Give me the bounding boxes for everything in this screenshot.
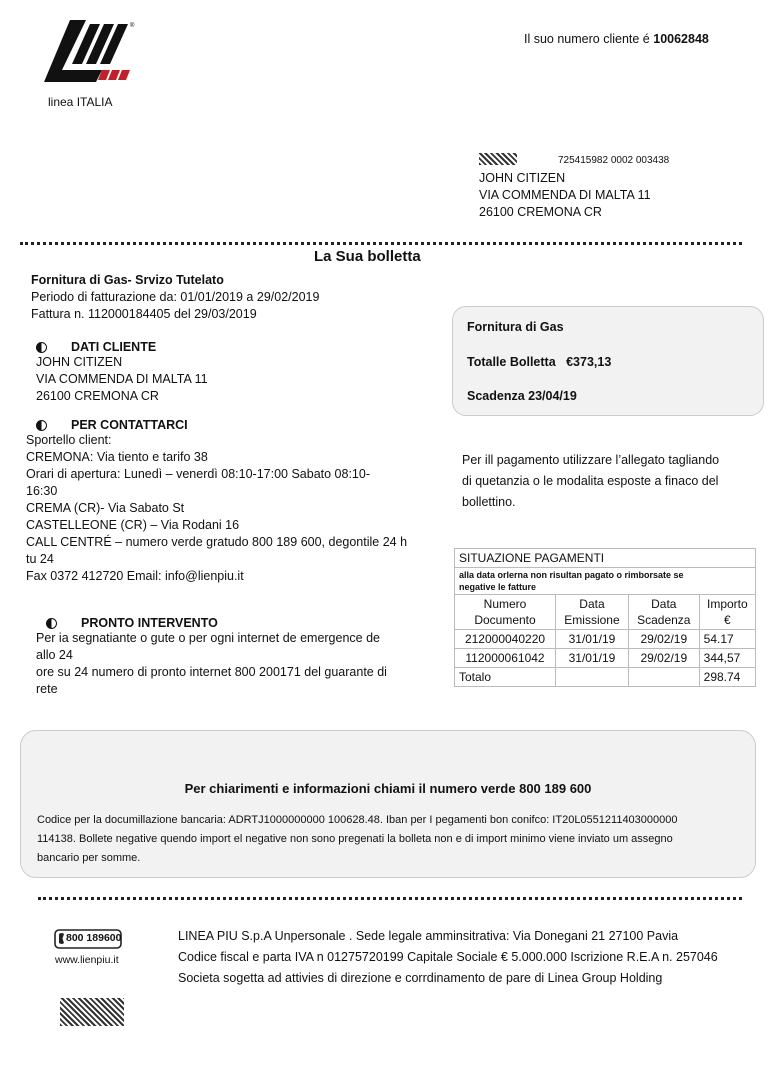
client-line: VIA COMMENDA DI MALTA 11 <box>36 372 208 386</box>
intervention-heading <box>46 616 387 630</box>
client-heading <box>36 340 208 354</box>
footer-website[interactable]: www.lienpiu.it <box>55 954 119 966</box>
contact-line: CALL CENTRÉ – numero verde gratudo 800 189 600, degontile 24 h <box>26 535 408 549</box>
contact-line: CREMA (CR)- Via Sabato St <box>26 501 185 515</box>
intervention-line: rete <box>36 682 58 696</box>
contact-line: Sportello client: <box>26 433 112 447</box>
intervention-line: Per ia segnatiante o gute o per ogni internet de emergence de <box>36 631 380 645</box>
payment-note <box>462 450 719 513</box>
table-row <box>455 649 756 668</box>
payment-note-line: Per ill pagamento utilizzare l’allegato tagliando <box>462 453 720 467</box>
client-section <box>36 340 208 405</box>
svg-text:®: ® <box>130 23 135 29</box>
table-cell: 29/02/19 <box>628 630 699 649</box>
info-heading: Per chiarimenti e informazioni chiami il numero verde 800 189 600 <box>184 781 592 796</box>
table-cell: 344,57 <box>699 649 755 668</box>
contact-line: tu 24 <box>26 552 54 566</box>
contact-line: Fax 0372 412720 Email: info@lienpiu.it <box>26 569 244 583</box>
gas-box-total: Totalle Bolletta €373,13 <box>467 355 612 369</box>
contact-line: 16:30 <box>26 484 58 498</box>
supply-line: Periodo di fatturazione da: 01/01/2019 a 29/02/2019 <box>31 290 320 304</box>
table-cell: 54.17 <box>699 630 755 649</box>
half-circle-icon <box>36 342 47 353</box>
company-logo <box>40 18 140 108</box>
info-line: bancario per somme. <box>37 852 141 864</box>
phone-badge <box>54 928 122 950</box>
half-circle-icon <box>36 420 47 431</box>
table-header-row <box>455 595 756 630</box>
contact-line: CASTELLEONE (CR) – Via Rodani 16 <box>26 518 240 532</box>
phone-badge-number: 800 189600 <box>66 932 122 944</box>
payments-note-line: alla data orlerna non risultan pagato o rimborsate se <box>459 570 684 580</box>
logo-mark-icon <box>40 18 140 90</box>
divider <box>20 242 742 245</box>
intervention-heading-label: PRONTO INTERVENTO <box>81 616 218 630</box>
client-line: JOHN CITIZEN <box>36 355 123 369</box>
supply-section <box>31 272 319 323</box>
payment-note-line: di quetanzia o le modalita esposte a finaco del <box>462 474 719 488</box>
logo-text: linea ITALIA <box>48 95 113 109</box>
contact-heading-label: PER CONTATTARCI <box>71 418 188 432</box>
info-box <box>20 730 756 878</box>
footer-legal <box>178 926 718 989</box>
address-line: 26100 CREMONA CR <box>479 205 602 219</box>
address-block <box>479 170 651 221</box>
table-cell <box>628 668 699 687</box>
customer-number-value: 10062848 <box>653 32 709 46</box>
address-line: JOHN CITIZEN <box>479 171 566 185</box>
contact-section <box>26 418 407 585</box>
info-line: 114138. Bollete negative quendo import el negative non sono pregenati la bolleta non e di import minimo viene inviato um assegno <box>37 833 673 845</box>
table-cell: 31/01/19 <box>556 630 629 649</box>
column-header: Numero Documento <box>455 595 556 630</box>
gas-summary-box <box>452 306 764 416</box>
footer-line: LINEA PIU S.p.A Unpersonale . Sede legale amminsitrativa: Via Donegani 21 27100 Pavia <box>178 929 679 943</box>
barcode-image <box>479 153 517 165</box>
contact-heading <box>36 418 407 432</box>
page-title: La Sua bolletta <box>314 248 421 265</box>
intervention-section <box>36 616 387 698</box>
contact-line: Orari di apertura: Lunedì – venerdì 08:10-17:00 Sabato 08:10- <box>26 467 370 481</box>
gas-box-due: Scadenza 23/04/19 <box>467 389 577 403</box>
qr-code-image <box>60 998 124 1026</box>
payment-note-line: bollettino. <box>462 495 516 509</box>
info-text <box>37 811 678 868</box>
table-total-row <box>455 668 756 687</box>
supply-heading: Fornitura di Gas- Srvizo Tutelato <box>31 273 224 287</box>
supply-line: Fattura n. 112000184405 del 29/03/2019 <box>31 307 257 321</box>
footer-line: Societa sogetta ad attivies di direzione e corrdinamento de pare di Linea Group Holding <box>178 971 663 985</box>
column-header: Data Emissione <box>556 595 629 630</box>
client-heading-label: DATI CLIENTE <box>71 340 157 354</box>
customer-number-label: Il suo numero cliente é <box>524 32 650 46</box>
table-cell: 112000061042 <box>455 649 556 668</box>
table-cell: 212000040220 <box>455 630 556 649</box>
gas-box-title: Fornitura di Gas <box>467 320 564 334</box>
contact-line: CREMONA: Via tiento e tarifo 38 <box>26 450 208 464</box>
payments-table <box>454 548 756 687</box>
payments-note-line: negative le fatture <box>459 582 537 592</box>
table-row <box>455 630 756 649</box>
table-cell: 31/01/19 <box>556 649 629 668</box>
column-header: Importo € <box>699 595 755 630</box>
total-label: Totalo <box>455 668 556 687</box>
table-cell: 29/02/19 <box>628 649 699 668</box>
barcode-number: 725415982 0002 003438 <box>558 155 670 166</box>
intervention-line: allo 24 <box>36 648 73 662</box>
total-value: 298.74 <box>699 668 755 687</box>
table-cell <box>556 668 629 687</box>
customer-number <box>524 32 709 46</box>
column-header: Data Scadenza <box>628 595 699 630</box>
divider <box>38 897 742 900</box>
client-line: 26100 CREMONA CR <box>36 389 159 403</box>
intervention-line: ore su 24 numero di pronto internet 800 200171 del guarante di <box>36 665 387 679</box>
info-line: Codice per la documillazione bancaria: ADRTJ1000000000 100628.48. Iban per I pegamenti bon conifco: IT20L0551211403000000 <box>37 814 678 826</box>
half-circle-icon <box>46 618 57 629</box>
footer-line: Codice fiscal e parta IVA n 01275720199 Capitale Sociale € 5.000.000 Iscrizione R.E.A n. 257046 <box>178 950 718 964</box>
address-line: VIA COMMENDA DI MALTA 11 <box>479 188 651 202</box>
payments-title: SITUAZIONE PAGAMENTI <box>455 549 756 568</box>
payments-note <box>455 568 756 595</box>
